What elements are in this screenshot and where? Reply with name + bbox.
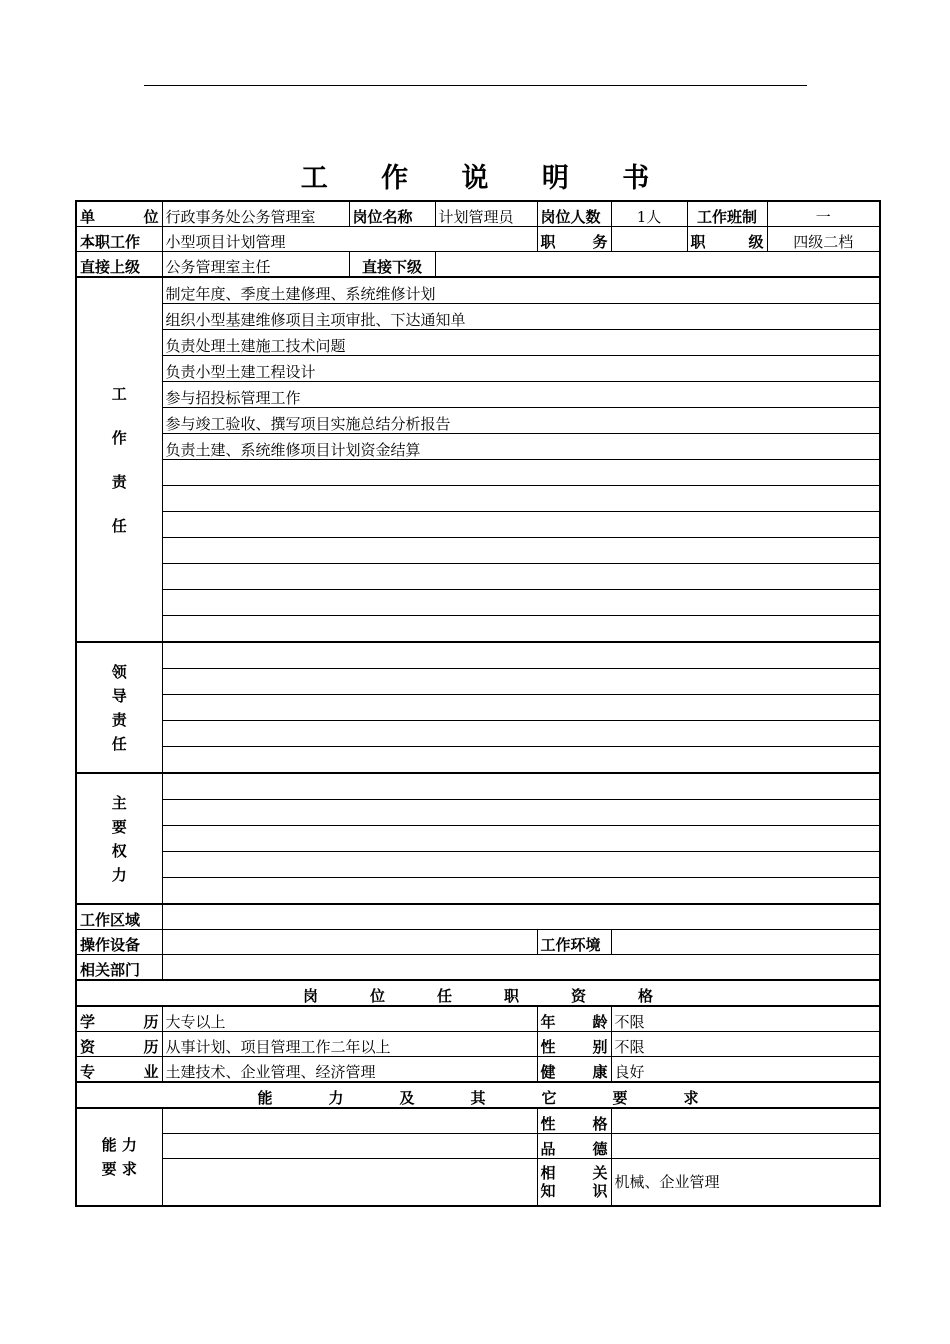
health-label: 健 康 bbox=[537, 1057, 611, 1083]
morality-value bbox=[611, 1134, 880, 1159]
row-education bbox=[76, 1006, 880, 1032]
responsibility-item bbox=[162, 460, 880, 486]
major-value: 土建技术、企业管理、经济管理 bbox=[162, 1057, 537, 1083]
duty-value bbox=[611, 227, 687, 252]
header-rule bbox=[144, 85, 807, 86]
subordinate-value bbox=[435, 252, 880, 278]
leadership-item bbox=[162, 721, 880, 747]
health-value: 良好 bbox=[611, 1057, 880, 1083]
leadership-label: 领 导 责 任 bbox=[76, 642, 162, 773]
page-title: 工 作 说 明 书 bbox=[300, 163, 672, 194]
responsibility-item: 参与招投标管理工作 bbox=[162, 382, 880, 408]
row-unit bbox=[76, 201, 880, 227]
post-name-value: 计划管理员 bbox=[435, 201, 537, 227]
leadership-item bbox=[162, 747, 880, 774]
ability-section-title: 能力及其它要求 bbox=[76, 1082, 880, 1108]
powers-label: 主 要 权 力 bbox=[76, 773, 162, 904]
responsibility-item: 参与竣工验收、撰写项目实施总结分析报告 bbox=[162, 408, 880, 434]
responsibilities-label: 工 作 责 任 bbox=[76, 277, 162, 642]
headcount-label: 岗位人数 bbox=[537, 201, 611, 227]
dept-value bbox=[162, 955, 880, 981]
knowledge-value: 机械、企业管理 bbox=[611, 1159, 880, 1207]
morality-label: 品 德 bbox=[537, 1134, 611, 1159]
leadership-item bbox=[162, 642, 880, 669]
age-value: 不限 bbox=[611, 1006, 880, 1032]
gender-label: 性 别 bbox=[537, 1032, 611, 1057]
job-label: 本职工作 bbox=[76, 227, 162, 252]
row-qualification-title bbox=[76, 980, 880, 1006]
qualification-section-title: 岗位任职资格 bbox=[76, 980, 880, 1006]
responsibility-item: 负责小型土建工程设计 bbox=[162, 356, 880, 382]
grade-value: 四级二档 bbox=[767, 227, 880, 252]
equipment-label: 操作设备 bbox=[76, 930, 162, 955]
knowledge-requirement bbox=[162, 1159, 537, 1207]
morality-requirement bbox=[162, 1134, 537, 1159]
post-name-label: 岗位名称 bbox=[349, 201, 435, 227]
unit-label: 单 位 bbox=[76, 201, 162, 227]
row-work-area bbox=[76, 904, 880, 930]
row-morality bbox=[76, 1134, 880, 1159]
education-value: 大专以上 bbox=[162, 1006, 537, 1032]
knowledge-label: 相 关 知 识 bbox=[537, 1159, 611, 1207]
experience-value: 从事计划、项目管理工作二年以上 bbox=[162, 1032, 537, 1057]
duty-label: 职 务 bbox=[537, 227, 611, 252]
work-area-value bbox=[162, 904, 880, 930]
personality-value bbox=[611, 1108, 880, 1134]
environment-label: 工作环境 bbox=[537, 930, 611, 955]
row-major bbox=[76, 1057, 880, 1083]
responsibility-item bbox=[162, 616, 880, 643]
personality-label: 性 格 bbox=[537, 1108, 611, 1134]
row-superior bbox=[76, 252, 880, 278]
equipment-value bbox=[162, 930, 537, 955]
environment-value bbox=[611, 930, 880, 955]
row-experience bbox=[76, 1032, 880, 1057]
shift-value: 一 bbox=[767, 201, 880, 227]
responsibility-item bbox=[162, 564, 880, 590]
responsibility-item: 负责土建、系统维修项目计划资金结算 bbox=[162, 434, 880, 460]
row-job bbox=[76, 227, 880, 252]
row-knowledge bbox=[76, 1159, 880, 1207]
responsibility-item bbox=[162, 590, 880, 616]
superior-label: 直接上级 bbox=[76, 252, 162, 278]
responsibility-item bbox=[162, 512, 880, 538]
responsibility-item: 负责处理土建施工技术问题 bbox=[162, 330, 880, 356]
leadership-item bbox=[162, 695, 880, 721]
responsibility-item: 组织小型基建维修项目主项审批、下达通知单 bbox=[162, 304, 880, 330]
responsibility-item: 制定年度、季度土建修理、系统维修计划 bbox=[162, 277, 880, 304]
responsibility-item bbox=[162, 486, 880, 512]
power-item bbox=[162, 878, 880, 905]
subordinate-label: 直接下级 bbox=[349, 252, 435, 278]
job-description-form bbox=[75, 200, 881, 1207]
row-equipment bbox=[76, 930, 880, 955]
shift-label: 工作班制 bbox=[687, 201, 767, 227]
power-item bbox=[162, 800, 880, 826]
row-ability-title bbox=[76, 1082, 880, 1108]
gender-value: 不限 bbox=[611, 1032, 880, 1057]
unit-value: 行政事务处公务管理室 bbox=[162, 201, 349, 227]
work-area-label: 工作区域 bbox=[76, 904, 162, 930]
experience-label: 资 历 bbox=[76, 1032, 162, 1057]
superior-value: 公务管理室主任 bbox=[162, 252, 349, 278]
headcount-value: 1人 bbox=[611, 201, 687, 227]
dept-label: 相关部门 bbox=[76, 955, 162, 981]
power-item bbox=[162, 852, 880, 878]
leadership-item bbox=[162, 669, 880, 695]
power-item bbox=[162, 773, 880, 800]
job-value: 小型项目计划管理 bbox=[162, 227, 537, 252]
age-label: 年 龄 bbox=[537, 1006, 611, 1032]
row-personality bbox=[76, 1108, 880, 1134]
education-label: 学 历 bbox=[76, 1006, 162, 1032]
ability-label: 能 力 要 求 bbox=[76, 1108, 162, 1206]
major-label: 专 业 bbox=[76, 1057, 162, 1083]
power-item bbox=[162, 826, 880, 852]
grade-label: 职 级 bbox=[687, 227, 767, 252]
responsibility-item bbox=[162, 538, 880, 564]
personality-requirement bbox=[162, 1108, 537, 1134]
row-dept bbox=[76, 955, 880, 981]
